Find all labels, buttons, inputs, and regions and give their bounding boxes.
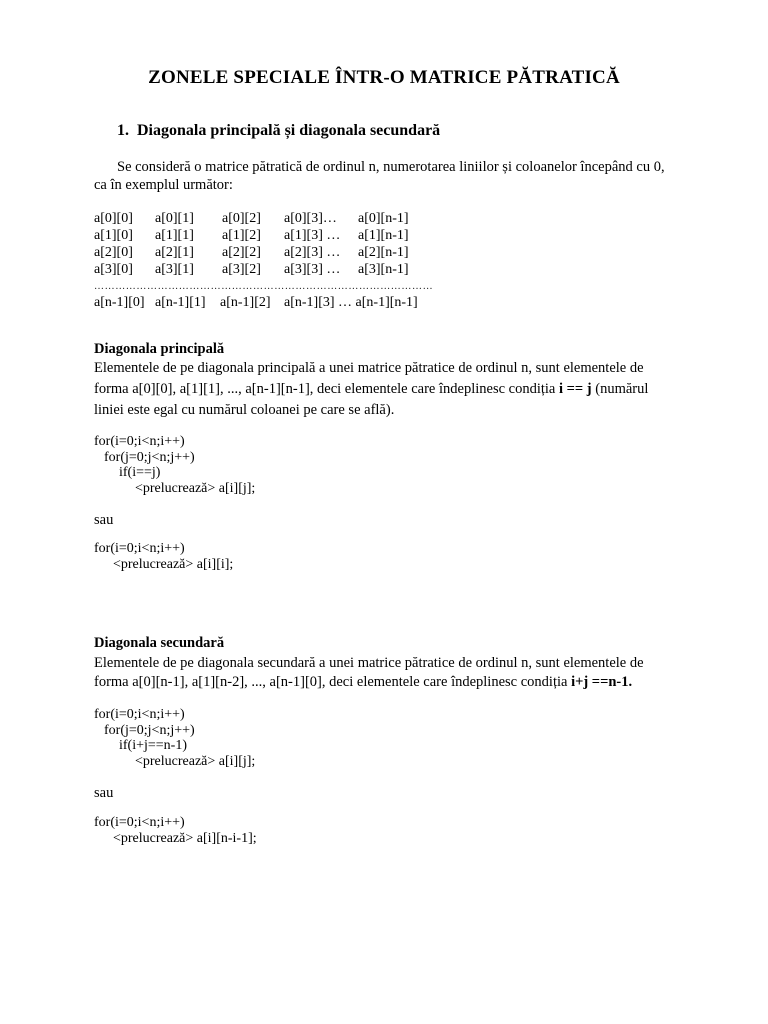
section-heading	[117, 122, 440, 140]
document-title: ZONELE SPECIALE ÎNTR-O MATRICE PĂTRATICĂ	[148, 67, 620, 88]
matrix-cell: a[2][2]	[222, 245, 261, 260]
principal-line-2-text: forma a[0][0], a[1][1], ..., a[n-1][n-1], deci elementele care îndeplinesc condiția	[94, 381, 559, 397]
matrix-cell: a[3][3] …	[284, 262, 341, 277]
matrix-cell: a[0][1]	[155, 211, 194, 226]
matrix-cell: a[2][1]	[155, 245, 194, 260]
code-line: for(j=0;j<n;j++)	[104, 450, 195, 465]
code-line: for(i=0;i<n;i++)	[94, 815, 185, 830]
principal-line-3: liniei este egal cu numărul coloanei pe care se află).	[94, 402, 395, 418]
code-line: <prelucrează> a[i][n-i-1];	[113, 831, 257, 846]
matrix-cell: a[n-1][0]	[94, 295, 145, 310]
matrix-cell: a[3][1]	[155, 262, 194, 277]
code-line: <prelucrează> a[i][j];	[135, 481, 256, 496]
intro-line-1: Se consideră o matrice pătratică de ordinul n, numerotarea liniilor și coloanelor începând cu 0,	[117, 159, 665, 175]
secondary-condition: i+j ==n-1.	[571, 674, 633, 690]
code-line: <prelucrează> a[i][i];	[113, 557, 234, 572]
secondary-line-1: Elementele de pe diagonala secundară a unei matrice pătratice de ordinul n, sunt elementele de	[94, 655, 644, 671]
matrix-cell: a[1][n-1]	[358, 228, 409, 243]
matrix-cell: a[0][2]	[222, 211, 261, 226]
principal-condition: i == j	[558, 381, 592, 397]
code-line: if(i+j==n-1)	[119, 738, 188, 753]
matrix-cell: a[n-1][2]	[220, 295, 271, 310]
secondary-line-2	[94, 673, 632, 692]
matrix-cell: a[3][n-1]	[358, 262, 409, 277]
principal-line-2-end: (numărul	[591, 381, 649, 397]
section-number: 1.	[117, 122, 129, 139]
principal-sau: sau	[94, 512, 114, 528]
secondary-line-2-text: forma a[0][n-1], a[1][n-2], ..., a[n-1][0], deci elementele care îndeplinesc condiția	[94, 674, 572, 690]
matrix-cell: a[2][0]	[94, 245, 133, 260]
principal-diagonal-heading: Diagonala principală	[94, 341, 225, 357]
matrix-cell: a[0][0]	[94, 211, 133, 226]
matrix-cell: a[2][3] …	[284, 245, 341, 260]
matrix-cell: a[0][3]…	[284, 211, 337, 226]
code-line: if(i==j)	[119, 465, 161, 480]
matrix-cell: a[1][1]	[155, 228, 194, 243]
section-title: Diagonala principală și diagonala secundară	[137, 122, 441, 139]
matrix-cell: a[1][2]	[222, 228, 261, 243]
matrix-cell: a[n-1][3] … a[n-1][n-1]	[284, 295, 418, 310]
matrix-cell: a[3][2]	[222, 262, 261, 277]
matrix-cell: a[n-1][1]	[155, 295, 206, 310]
matrix-cell: a[2][n-1]	[358, 245, 409, 260]
code-line: <prelucrează> a[i][j];	[135, 754, 256, 769]
matrix-ellipsis-line: ……………………………………………………………………………………	[94, 281, 434, 292]
intro-line-2: ca în exemplul următor:	[94, 177, 233, 193]
code-line: for(i=0;i<n;i++)	[94, 707, 185, 722]
principal-line-2	[94, 380, 648, 399]
code-line: for(i=0;i<n;i++)	[94, 434, 185, 449]
secondary-diagonal-heading: Diagonala secundară	[94, 635, 225, 651]
matrix-cell: a[3][0]	[94, 262, 133, 277]
matrix-cell: a[0][n-1]	[358, 211, 409, 226]
principal-line-1: Elementele de pe diagonala principală a unei matrice pătratice de ordinul n, sunt elementele de	[94, 360, 644, 376]
matrix-cell: a[1][3] …	[284, 228, 341, 243]
matrix-cell: a[1][0]	[94, 228, 133, 243]
code-line: for(j=0;j<n;j++)	[104, 723, 195, 738]
code-line: for(i=0;i<n;i++)	[94, 541, 185, 556]
secondary-sau: sau	[94, 785, 114, 801]
